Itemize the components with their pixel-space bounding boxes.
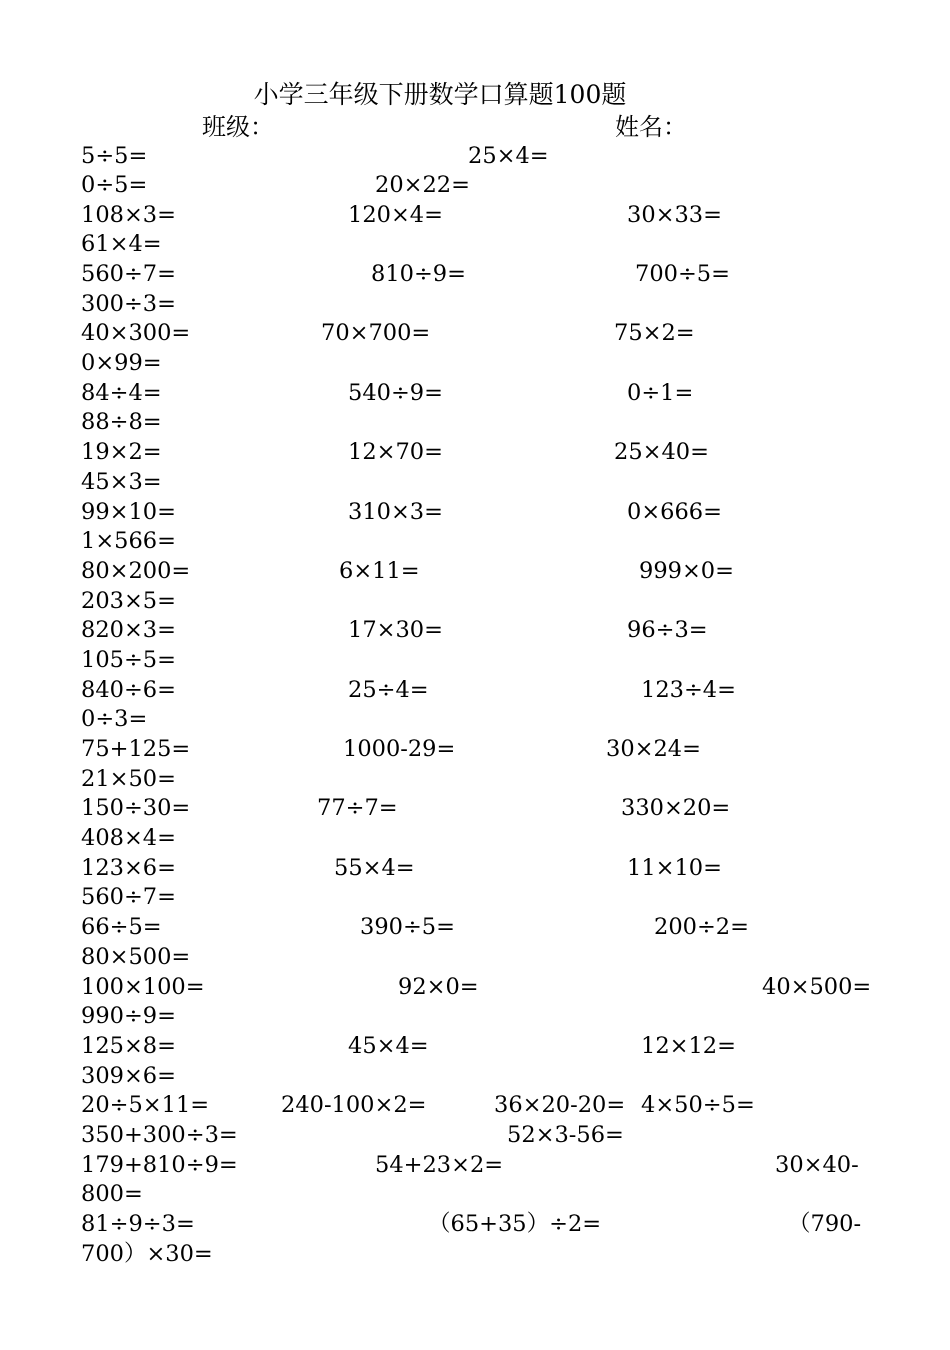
problem-67: 36×20-20=	[494, 1092, 626, 1118]
problem-47: 330×20=	[621, 795, 731, 821]
problem-63: 12×12=	[641, 1033, 736, 1059]
problem-16: 0×99=	[81, 350, 162, 376]
problem-2: 25×4=	[468, 143, 549, 169]
problem-57: 100×100=	[81, 974, 205, 1000]
problem-77: （790-	[788, 1211, 862, 1237]
problem-34: 17×30=	[348, 617, 443, 643]
problem-52: 560÷7=	[81, 884, 176, 910]
problem-9: 560÷7=	[81, 261, 176, 287]
problem-78: 700）×30=	[81, 1241, 213, 1267]
worksheet-title: 小学三年级下册数学口算题100题	[253, 80, 627, 109]
problem-39: 123÷4=	[641, 677, 736, 703]
problem-1: 5÷5=	[81, 143, 148, 169]
problem-37: 840÷6=	[81, 677, 176, 703]
problem-62: 45×4=	[348, 1033, 429, 1059]
problem-18: 540÷9=	[348, 380, 443, 406]
problem-13: 40×300=	[81, 320, 191, 346]
problem-8: 61×4=	[81, 231, 162, 257]
problem-64: 309×6=	[81, 1063, 176, 1089]
problem-69: 350+300÷3=	[81, 1122, 238, 1148]
problem-22: 12×70=	[348, 439, 443, 465]
problem-71: 179+810÷9=	[81, 1152, 238, 1178]
problem-5: 108×3=	[81, 202, 176, 228]
problem-65: 20÷5×11=	[81, 1092, 210, 1118]
problem-68: 4×50÷5=	[641, 1092, 755, 1118]
problem-30: 6×11=	[339, 558, 420, 584]
problem-32: 203×5=	[81, 588, 176, 614]
problem-73: 30×40-	[775, 1152, 859, 1178]
problem-60: 990÷9=	[81, 1003, 176, 1029]
problem-29: 80×200=	[81, 558, 191, 584]
problem-24: 45×3=	[81, 469, 162, 495]
problem-35: 96÷3=	[627, 617, 708, 643]
problem-4: 20×22=	[375, 172, 470, 198]
problem-43: 30×24=	[606, 736, 701, 762]
problem-54: 390÷5=	[360, 914, 455, 940]
problem-26: 310×3=	[348, 499, 443, 525]
problem-61: 125×8=	[81, 1033, 176, 1059]
problem-76: （65+35）÷2=	[428, 1211, 602, 1237]
problem-6: 120×4=	[348, 202, 443, 228]
problem-3: 0÷5=	[81, 172, 148, 198]
problem-23: 25×40=	[614, 439, 709, 465]
problem-59: 40×500=	[762, 974, 872, 1000]
name-label: 姓名：	[615, 113, 687, 141]
problem-17: 84÷4=	[81, 380, 162, 406]
problem-25: 99×10=	[81, 499, 176, 525]
problem-42: 1000-29=	[343, 736, 456, 762]
problem-20: 88÷8=	[81, 409, 162, 435]
problem-33: 820×3=	[81, 617, 176, 643]
problem-44: 21×50=	[81, 766, 176, 792]
problem-66: 240-100×2=	[281, 1092, 427, 1118]
problem-27: 0×666=	[627, 499, 722, 525]
problem-72: 54+23×2=	[375, 1152, 504, 1178]
problem-11: 700÷5=	[635, 261, 730, 287]
problem-40: 0÷3=	[81, 706, 148, 732]
problem-12: 300÷3=	[81, 291, 176, 317]
problem-51: 11×10=	[627, 855, 722, 881]
problem-74: 800=	[81, 1181, 143, 1207]
problem-10: 810÷9=	[371, 261, 466, 287]
problem-19: 0÷1=	[627, 380, 694, 406]
problem-41: 75+125=	[81, 736, 191, 762]
problem-56: 80×500=	[81, 944, 191, 970]
problem-31: 999×0=	[639, 558, 734, 584]
problem-49: 123×6=	[81, 855, 176, 881]
problem-21: 19×2=	[81, 439, 162, 465]
problem-45: 150÷30=	[81, 795, 191, 821]
problem-58: 92×0=	[398, 974, 479, 1000]
problem-38: 25÷4=	[348, 677, 429, 703]
class-label: 班级：	[202, 113, 274, 141]
problem-55: 200÷2=	[654, 914, 749, 940]
problem-50: 55×4=	[334, 855, 415, 881]
problem-36: 105÷5=	[81, 647, 176, 673]
problem-28: 1×566=	[81, 528, 176, 554]
problem-75: 81÷9÷3=	[81, 1211, 195, 1237]
problem-48: 408×4=	[81, 825, 176, 851]
problem-46: 77÷7=	[317, 795, 398, 821]
problem-14: 70×700=	[321, 320, 431, 346]
problem-70: 52×3-56=	[507, 1122, 624, 1148]
problem-7: 30×33=	[627, 202, 722, 228]
problem-15: 75×2=	[614, 320, 695, 346]
problem-53: 66÷5=	[81, 914, 162, 940]
